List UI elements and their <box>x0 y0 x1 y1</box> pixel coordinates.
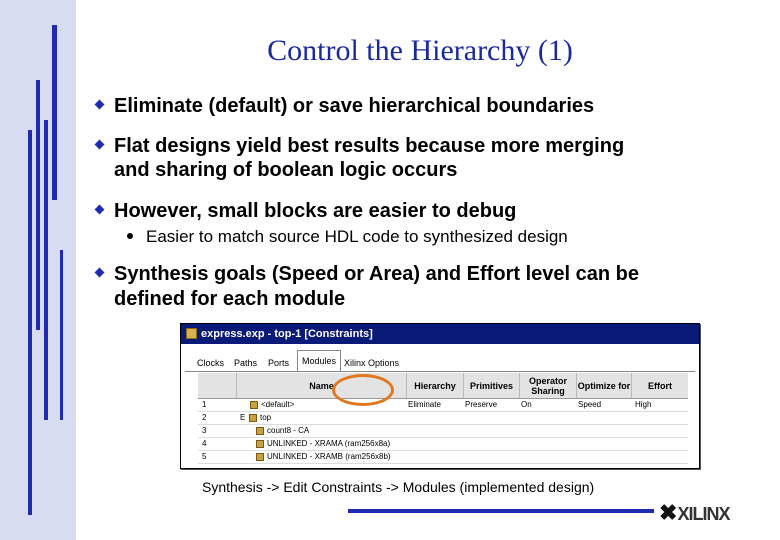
row-name-text: UNLINKED - XRAMB (ram256x8b) <box>267 452 391 461</box>
slide-title: Control the Hierarchy (1) <box>267 34 573 67</box>
row-number: 1 <box>202 400 207 409</box>
module-icon <box>256 453 264 461</box>
constraints-window-screenshot <box>180 323 700 469</box>
row-name-text: <default> <box>261 400 295 409</box>
diamond-bullet-icon <box>95 100 105 110</box>
decor-bar <box>36 80 40 330</box>
module-icon <box>249 414 257 422</box>
row-name <box>256 451 391 463</box>
module-icon <box>256 440 264 448</box>
table-row[interactable] <box>198 399 688 412</box>
row-name-text: count8 - CA <box>267 426 310 435</box>
tab-xilinx-options[interactable]: Xilinx Options <box>344 358 400 368</box>
table-row[interactable] <box>198 438 688 451</box>
tree-expander[interactable]: E <box>240 413 246 422</box>
bullet-text: Synthesis goals (Speed or Area) and Effort level can be <box>114 263 639 285</box>
column-header-primitives[interactable]: Primitives <box>463 373 519 398</box>
column-header-operator-sharing[interactable]: Operator Sharing <box>519 373 576 398</box>
tab-ports[interactable]: Ports <box>268 358 290 368</box>
logo-text: XILINX <box>677 504 730 524</box>
decor-bar <box>28 130 32 515</box>
row-name-text: UNLINKED - XRAMA (ram256x8a) <box>267 439 391 448</box>
sharing-value[interactable]: On <box>521 400 532 409</box>
table-header <box>198 373 688 399</box>
footer-bar <box>348 509 654 513</box>
tab-divider <box>185 371 695 372</box>
window-title: express.exp - top-1 [Constraints] <box>201 328 373 340</box>
app-icon <box>186 328 197 339</box>
optimize-value[interactable]: Speed <box>578 400 602 409</box>
decor-bar <box>52 25 57 200</box>
column-header-name[interactable]: Name <box>236 373 406 398</box>
column-header-effort[interactable]: Effort <box>631 373 688 398</box>
module-icon <box>250 401 258 409</box>
row-number: 4 <box>202 439 207 448</box>
dot-bullet-icon <box>127 233 133 239</box>
bullet-text: However, small blocks are easier to debug <box>114 200 517 222</box>
diamond-bullet-icon <box>95 205 105 215</box>
decor-bar <box>60 250 63 420</box>
decor-bar <box>44 120 48 420</box>
tab-modules[interactable]: Modules <box>297 350 341 371</box>
row-number: 3 <box>202 426 207 435</box>
hierarchy-value[interactable]: Eliminate <box>408 400 441 409</box>
row-name <box>256 438 390 450</box>
table-row[interactable] <box>198 451 688 464</box>
row-number-header <box>198 373 236 398</box>
diamond-bullet-icon <box>95 268 105 278</box>
row-name <box>249 412 271 424</box>
x-logo-mark-icon: ✖ <box>659 500 677 525</box>
bullet-text: Flat designs yield best results because more merging <box>114 135 625 157</box>
table-row[interactable] <box>198 425 688 438</box>
primitives-value[interactable]: Preserve <box>465 400 498 409</box>
bullet-text-line2: defined for each module <box>114 288 346 310</box>
sub-bullet-text: Easier to match source HDL code to synthesized design <box>146 227 568 246</box>
diamond-bullet-icon <box>95 140 105 150</box>
row-name-text: top <box>260 413 272 422</box>
screenshot-caption: Synthesis -> Edit Constraints -> Modules (implemented design) <box>202 479 595 495</box>
row-name <box>250 399 294 411</box>
window-titlebar <box>181 324 699 344</box>
highlight-oval <box>332 374 394 406</box>
table-row[interactable] <box>198 412 688 425</box>
modules-table <box>198 373 688 464</box>
row-number: 5 <box>202 452 207 461</box>
bullet-text: Eliminate (default) or save hierarchical boundaries <box>114 95 595 117</box>
column-header-optimize-for[interactable]: Optimize for <box>576 373 631 398</box>
tab-paths[interactable]: Paths <box>234 358 258 368</box>
module-icon <box>256 427 264 435</box>
bullet-text-line2: and sharing of boolean logic occurs <box>114 159 458 181</box>
row-number: 2 <box>202 413 207 422</box>
column-header-hierarchy[interactable]: Hierarchy <box>406 373 463 398</box>
tab-bar <box>181 350 699 372</box>
tab-clocks[interactable]: Clocks <box>197 358 225 368</box>
effort-value[interactable]: High <box>635 400 652 409</box>
xilinx-logo <box>659 500 729 526</box>
row-name <box>256 425 309 437</box>
